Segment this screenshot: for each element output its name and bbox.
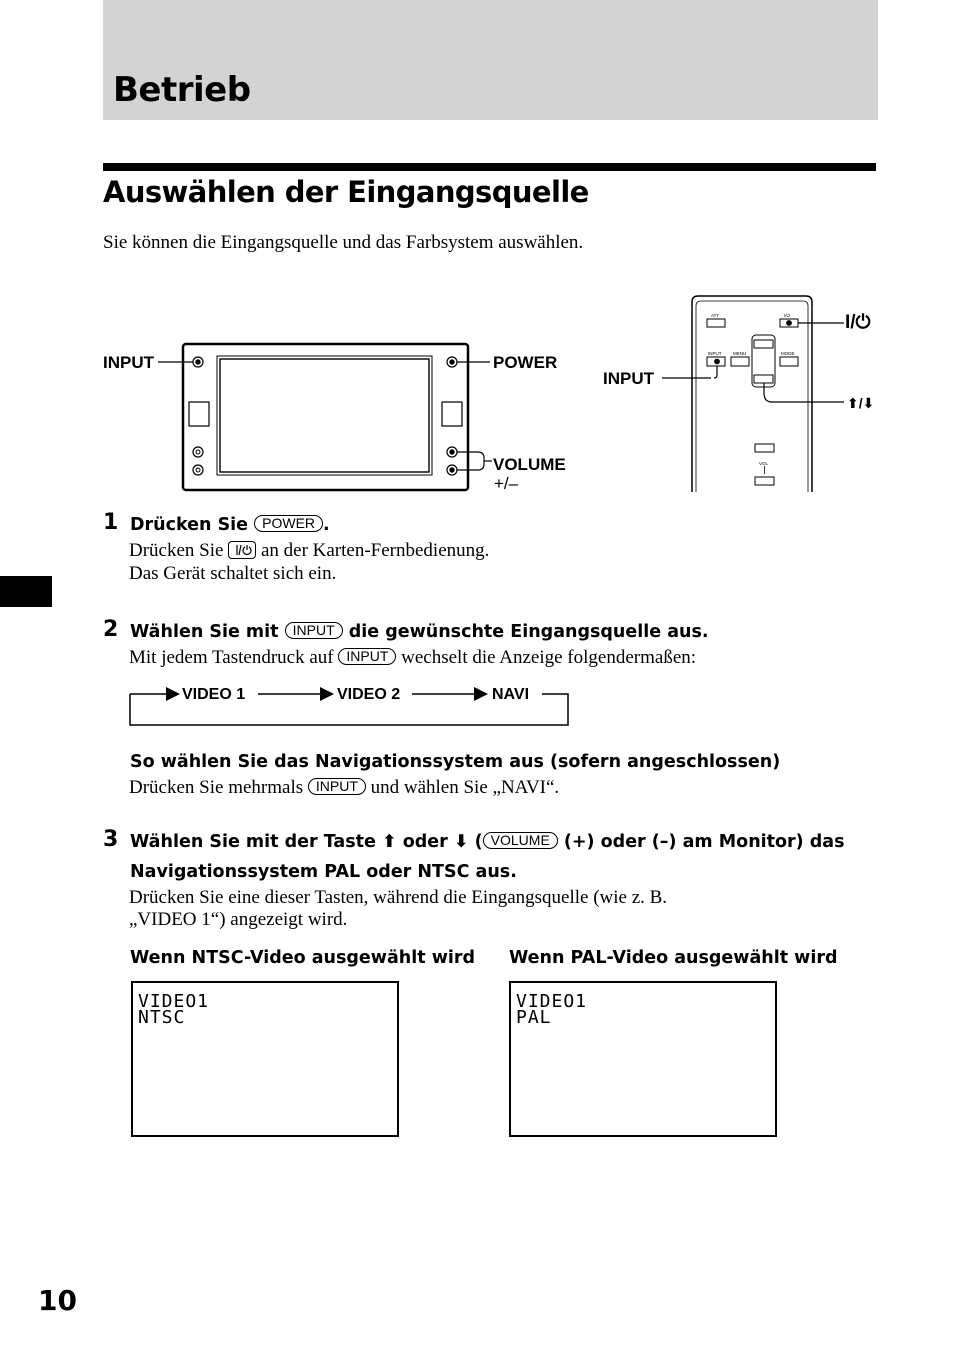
step-3-heading: Wählen Sie mit der Taste ⬆ oder ⬇ ( VOLUME (+) oder (–) am Monitor) das	[130, 832, 845, 852]
ntsc-display-line-1: VIDEO1	[138, 991, 210, 1012]
page-number: 10	[38, 1284, 77, 1317]
step-1-line-2: Das Gerät schaltet sich ein.	[129, 563, 337, 584]
flow-video2: VIDEO 2	[337, 686, 401, 703]
flow-navi: NAVI	[492, 686, 530, 703]
power-key: POWER	[254, 515, 323, 532]
input-key-inline: INPUT	[338, 648, 396, 665]
section-title: Auswählen der Eingangsquelle	[103, 175, 589, 209]
step-1-number: 1	[103, 510, 119, 535]
pal-display-line-1: VIDEO1	[516, 991, 588, 1012]
volume-key: VOLUME	[483, 832, 558, 849]
nav-heading: So wählen Sie das Navigationssystem aus (sofern angeschlossen)	[130, 752, 781, 772]
flow-video1: VIDEO 1	[182, 686, 246, 703]
remote-mode-text: MODE	[781, 351, 795, 356]
remote-updown-symbol: ⬆/⬇	[847, 395, 875, 411]
remote-att-text: ATT	[711, 313, 720, 318]
input-key-nav: INPUT	[308, 778, 366, 795]
monitor-volume-sign: +/–	[494, 474, 519, 493]
step-1-heading	[130, 515, 330, 535]
nav-line-pre: Drücken Sie mehrmals	[129, 777, 304, 798]
ntsc-display-line-2: NTSC	[138, 1007, 186, 1028]
step-3-line-1: Drücken Sie eine dieser Tasten, während die Eingangsquelle (wie z. B.	[129, 887, 668, 908]
arrow-down-icon: ⬇	[453, 832, 469, 852]
chapter-title: Betrieb	[113, 70, 251, 110]
step-1-line-1-pre: Drücken Sie	[129, 540, 224, 561]
step-3-number: 3	[103, 827, 119, 852]
remote-input-text: INPUT	[708, 351, 722, 356]
step-3-heading-line-2: Navigationssystem PAL oder NTSC aus.	[130, 862, 517, 882]
step-1-line-1-post: an der Karten-Fernbedienung.	[260, 540, 490, 561]
side-thumb-tab	[0, 576, 52, 607]
arrow-up-icon: ⬆	[381, 832, 397, 852]
step-1-heading-pre: Drücken Sie	[130, 515, 249, 535]
step-3-line-2: „VIDEO 1“) angezeigt wird.	[129, 909, 348, 930]
step-2-heading-post: die gewünschte Eingangsquelle aus.	[348, 622, 709, 642]
nav-line-post: und wählen Sie „NAVI“.	[370, 777, 560, 798]
monitor-volume-label: VOLUME	[493, 455, 566, 474]
input-key: INPUT	[285, 622, 343, 639]
step-2-line-1	[129, 647, 696, 669]
step-1-heading-post: .	[323, 515, 330, 535]
step-2-line-1-post: wechselt die Anzeige folgendermaßen:	[401, 647, 697, 668]
pal-display-line-2: PAL	[516, 1007, 552, 1028]
section-intro: Sie können die Eingangsquelle und das Farbsystem auswählen.	[103, 232, 584, 253]
step-2-number: 2	[103, 617, 119, 642]
ntsc-display	[131, 981, 399, 1137]
step-2-line-1-pre: Mit jedem Tastendruck auf	[129, 647, 334, 668]
step-2-heading-pre: Wählen Sie mit	[130, 622, 279, 642]
step-1-line-1	[129, 540, 489, 562]
section-rule	[103, 163, 876, 171]
remote-menu-text: MENU	[733, 351, 747, 356]
pal-display	[509, 981, 777, 1137]
remote-vol-text: VOL	[759, 461, 769, 466]
ntsc-caption: Wenn NTSC-Video ausgewählt wird	[130, 948, 476, 968]
step-3-heading-pre: Wählen Sie mit der Taste	[130, 832, 376, 852]
monitor-power-label: POWER	[493, 353, 558, 372]
step-3-heading-post: (+) oder (–) am Monitor) das	[563, 832, 845, 852]
remote-pwr-text: I/⏻	[784, 313, 791, 318]
monitor-input-label: INPUT	[103, 353, 154, 372]
step-3-heading-mid: oder	[402, 832, 448, 852]
step-2-heading	[130, 622, 709, 642]
remote-power-key-icon	[228, 541, 256, 559]
remote-power-symbol: I/⏻	[845, 312, 871, 333]
pal-caption: Wenn PAL-Video ausgewählt wird	[509, 948, 838, 968]
nav-line	[129, 777, 559, 799]
remote-input-label: INPUT	[603, 369, 654, 388]
